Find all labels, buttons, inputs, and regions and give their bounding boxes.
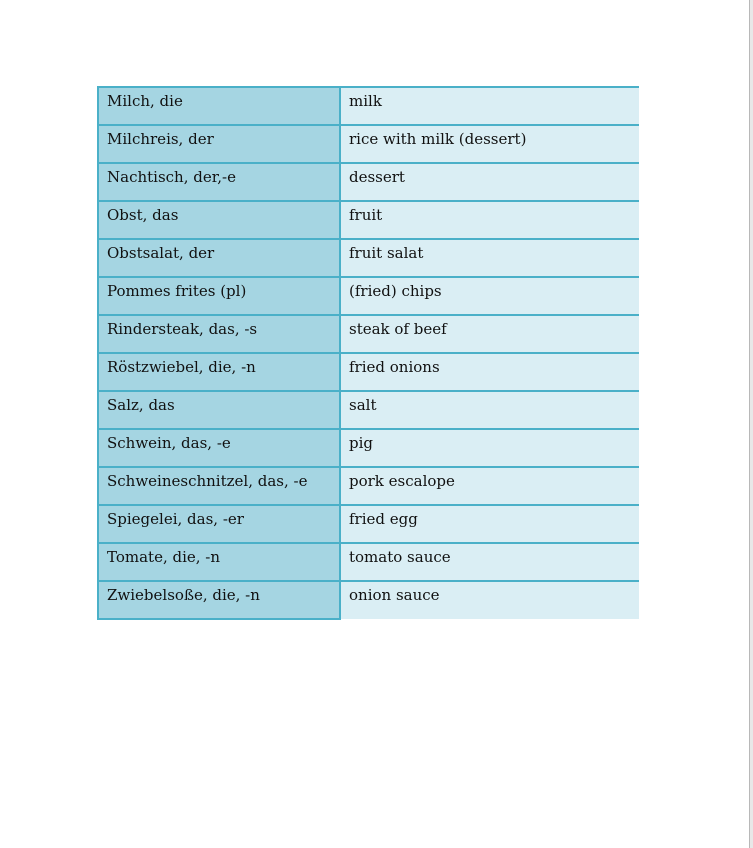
table-row xyxy=(98,429,639,467)
german-term: Obstsalat, der xyxy=(98,239,340,277)
english-translation: tomato sauce xyxy=(340,543,639,581)
german-term: Spiegelei, das, -er xyxy=(98,505,340,543)
english-translation: (fried) chips xyxy=(340,277,639,315)
table-row xyxy=(98,467,639,505)
table-row xyxy=(98,543,639,581)
table-row xyxy=(98,391,639,429)
table-row xyxy=(98,277,639,315)
english-translation: fried egg xyxy=(340,505,639,543)
english-translation: fried onions xyxy=(340,353,639,391)
table-row xyxy=(98,239,639,277)
table-row xyxy=(98,581,639,619)
german-term: Zwiebelsoße, die, -n xyxy=(98,581,340,619)
vocabulary-table xyxy=(97,86,639,620)
german-term: Salz, das xyxy=(98,391,340,429)
english-translation: salt xyxy=(340,391,639,429)
table-row xyxy=(98,505,639,543)
vocabulary-table-body xyxy=(98,87,639,619)
german-term: Röstzwiebel, die, -n xyxy=(98,353,340,391)
table-row xyxy=(98,163,639,201)
german-term: Milchreis, der xyxy=(98,125,340,163)
german-term: Nachtisch, der,-e xyxy=(98,163,340,201)
table-row xyxy=(98,315,639,353)
german-term: Obst, das xyxy=(98,201,340,239)
german-term: Pommes frites (pl) xyxy=(98,277,340,315)
table-row xyxy=(98,201,639,239)
english-translation: pork escalope xyxy=(340,467,639,505)
german-term: Schwein, das, -e xyxy=(98,429,340,467)
english-translation: fruit salat xyxy=(340,239,639,277)
english-translation: onion sauce xyxy=(340,581,639,619)
german-term: Tomate, die, -n xyxy=(98,543,340,581)
english-translation: steak of beef xyxy=(340,315,639,353)
english-translation: milk xyxy=(340,87,639,125)
english-translation: fruit xyxy=(340,201,639,239)
german-term: Milch, die xyxy=(98,87,340,125)
german-term: Schweineschnitzel, das, -e xyxy=(98,467,340,505)
english-translation: pig xyxy=(340,429,639,467)
table-row xyxy=(98,87,639,125)
english-translation: rice with milk (dessert) xyxy=(340,125,639,163)
english-translation: dessert xyxy=(340,163,639,201)
german-term: Rindersteak, das, -s xyxy=(98,315,340,353)
table-row xyxy=(98,353,639,391)
table-row xyxy=(98,125,639,163)
